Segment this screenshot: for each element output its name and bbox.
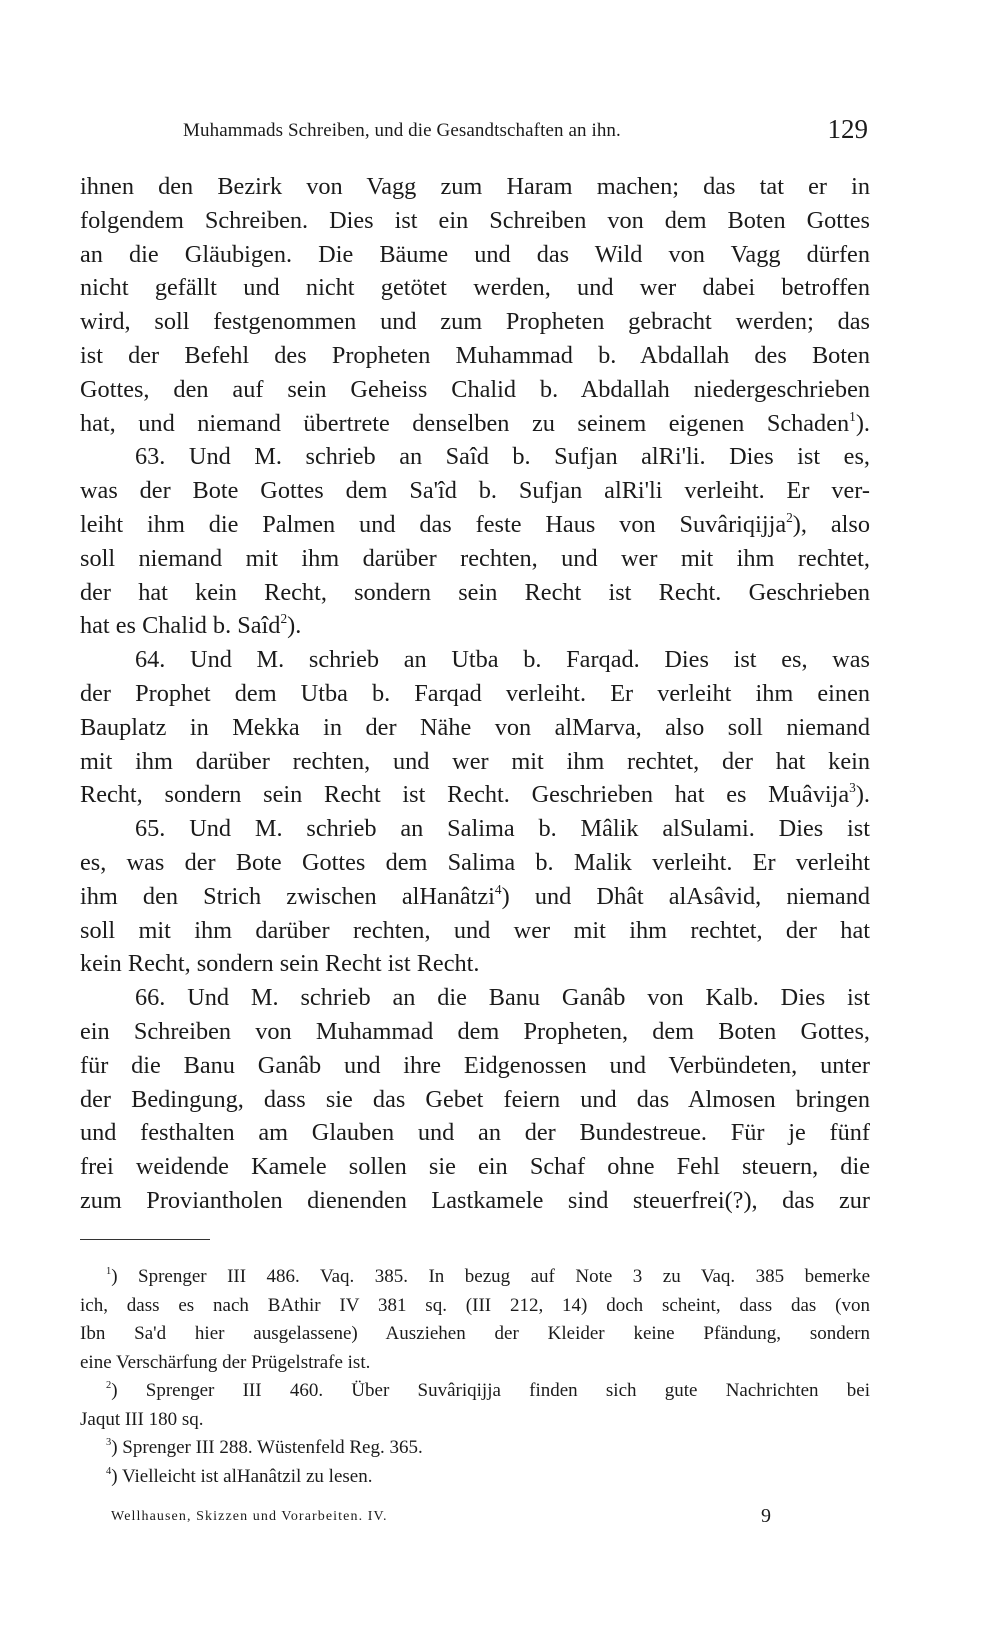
text-line: ein Schreiben von Muhammad dem Propheten, dem Boten Gottes, [80,1017,870,1045]
printer-signature: Wellhausen, Skizzen und Vorarbeiten. IV. [111,1509,388,1524]
footnote-line: Jaqut III 180 sq. [80,1408,204,1430]
text-line: der Bedingung, dass sie das Gebet feiern und das Almosen bringen [80,1085,870,1113]
text-line: was der Bote Gottes dem Sa'îd b. Sufjan alRi'li verleiht. Er ver- [80,477,870,505]
footnote-line: Ibn Sa'd hier ausgelassene) Ausziehen der Kleider keine Pfändung, sondern [80,1323,870,1344]
text-line: ist der Befehl des Propheten Muhammad b. Abdallah des Boten [80,341,870,369]
paragraph-63-start: 63. Und M. schrieb an Saîd b. Sufjan alRi'li. Dies ist es, [135,443,870,471]
footnote-ref: 4 [494,881,502,897]
text-line: an die Gläubigen. Die Bäume und das Wild von Vagg dürfen [80,240,870,268]
text-line: kein Recht, sondern sein Recht ist Recht. [80,950,480,978]
footnote-ref: 2 [786,509,793,525]
paragraph-65-start: 65. Und M. schrieb an Salima b. Mâlik alSulami. Dies ist [135,815,870,843]
footnotes [80,1263,870,1491]
text-line: für die Banu Ganâb und ihre Eidgenossen und Verbündeten, unter [80,1051,870,1079]
text-line: Bauplatz in Mekka in der Nähe von alMarva, also soll niemand [80,713,870,741]
text-line: nicht gefällt und nicht getötet werden, und wer dabei betroffen [80,274,870,302]
running-head [183,114,868,154]
text-line: soll mit ihm darüber rechten, und wer mit ihm rechtet, der hat [80,916,870,944]
text-line: ihm den Strich zwischen alHanâtzi$^4$) und Dhât alAsâvid, niemand [80,881,870,910]
text-line: Gottes, den auf sein Geheiss Chalid b. Abdallah niedergeschrieben [80,375,870,403]
text-line: es, was der Bote Gottes dem Salima b. Malik verleiht. Er verleiht [80,848,870,876]
footnote-ref: 2 [280,611,288,627]
footnote-4: $^4$) Vielleicht ist alHanâtzil zu lesen. [106,1465,373,1487]
footnote-3: $^3$) Sprenger III 288. Wüstenfeld Reg. 365. [106,1437,423,1458]
text-line: ihnen den Bezirk von Vagg zum Haram machen; das tat er in [80,173,870,200]
text-line: wird, soll festgenommen und zum Propheten gebracht werden; das [80,308,870,336]
text-line: soll niemand mit ihm darüber rechten, und wer mit ihm rechtet, [80,544,870,572]
running-title: Muhammads Schreiben, und die Gesandtschaften an ihn. [183,120,621,141]
paragraph-64-start: 64. Und M. schrieb an Utba b. Farqad. Dies ist es, was [135,646,870,674]
footnote-divider [80,1239,210,1240]
text-line: folgendem Schreiben. Dies ist ein Schreiben von dem Boten Gottes [80,206,870,234]
text-line: Recht, sondern sein Recht ist Recht. Geschrieben hat es Muâvija$^3$). [80,780,870,809]
paragraph-66-start: 66. Und M. schrieb an die Banu Ganâb von Kalb. Dies ist [135,984,870,1012]
body-text [80,170,870,1218]
footnote-1: $^1$) Sprenger III 486. Vaq. 385. In bezug auf Note 3 zu Vaq. 385 bemerke [106,1266,870,1287]
text-line: frei weidende Kamele sollen sie ein Schaf ohne Fehl steuern, die [80,1153,870,1181]
footnote-line: ich, dass es nach BAthir IV 381 sq. (III 212, 14) doch scheint, dass das (von [80,1294,870,1316]
sheet-number: 9 [761,1505,771,1527]
text-line: zum Proviantholen dienenden Lastkamele sind steuerfrei(?), das zur [80,1186,870,1214]
text-line: der hat kein Recht, sondern sein Recht ist Recht. Geschrieben [80,578,870,606]
text-line: mit ihm darüber rechten, und wer mit ihm rechtet, der hat kein [80,747,870,775]
text-line: hat es Chalid b. Saîd$^2$). [80,611,302,640]
text-line: leiht ihm die Palmen und das feste Haus von Suvâriqijja$^2$), also [80,509,870,538]
footnote-2: $^2$) Sprenger III 460. Über Suvâriqijja finden sich gute Nachrichten bei [106,1380,870,1401]
text-line: hat, und niemand übertrete denselben zu seinem eigenen Schaden$^1$). [80,408,870,437]
text-line: der Prophet dem Utba b. Farqad verleiht. Er verleiht ihm einen [80,679,870,707]
signature-line [111,1505,771,1535]
text-line: und festhalten am Glauben und an der Bundestreue. Für je fünf [80,1119,870,1147]
footnote-line: eine Verschärfung der Prügelstrafe ist. [80,1351,371,1373]
page-number: 129 [827,114,868,144]
footnote-ref: 3 [849,780,856,796]
footnote-ref: 1 [849,408,856,424]
